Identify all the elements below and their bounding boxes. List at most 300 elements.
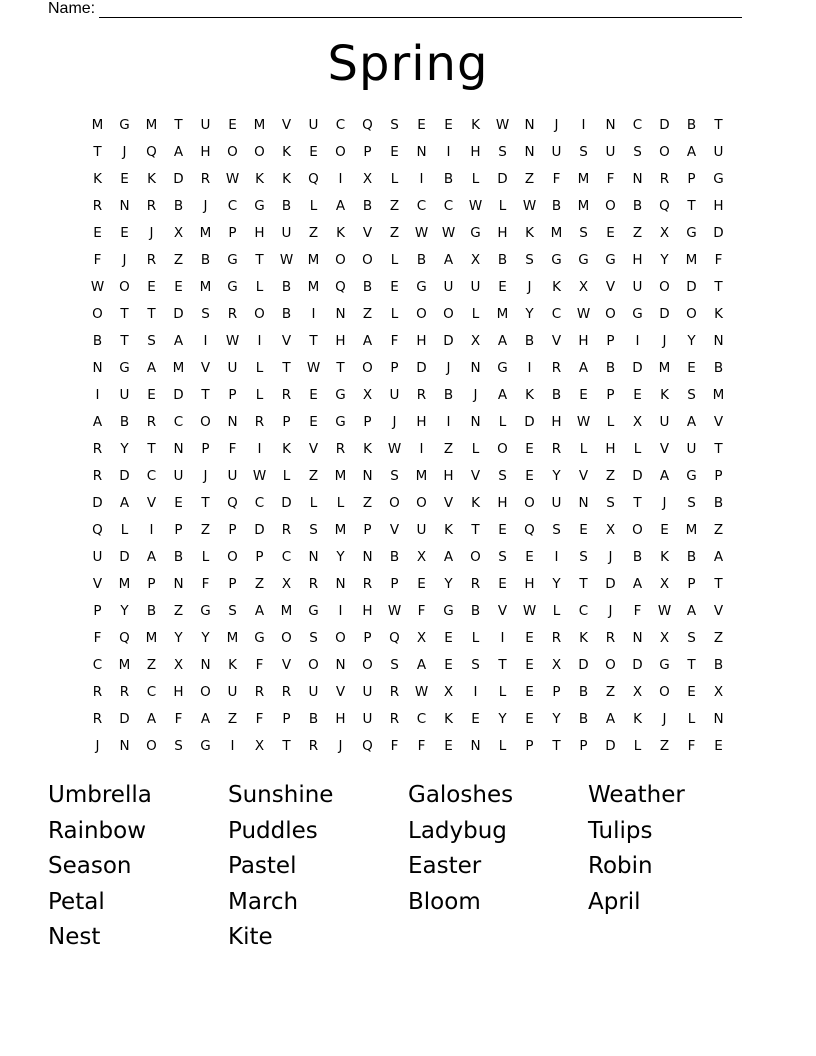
grid-letter: Z (389, 224, 400, 241)
grid-letter: Y (552, 710, 561, 727)
grid-letter: R (146, 251, 157, 268)
grid-letter: M (307, 278, 320, 295)
grid-letter: R (254, 683, 265, 700)
grid-letter: S (228, 602, 237, 619)
grid-letter: M (550, 224, 563, 241)
grid-letter: O (524, 494, 535, 511)
grid-letter: Z (200, 521, 211, 538)
grid-letter: N (524, 116, 535, 133)
grid-letter: Z (362, 305, 373, 322)
grid-letter: H (416, 413, 427, 430)
grid-letter: G (200, 737, 211, 754)
grid-letter: M (253, 116, 266, 133)
grid-letter: T (147, 440, 156, 457)
grid-letter: A (416, 656, 427, 673)
name-field-line (48, 0, 742, 18)
grid-letter: B (362, 197, 373, 214)
grid-letter: E (147, 278, 156, 295)
grid-letter: K (363, 440, 372, 457)
grid-letter: R (281, 683, 292, 700)
grid-letter: G (416, 278, 427, 295)
grid-letter: E (444, 656, 453, 673)
grid-letter: I (554, 548, 559, 565)
grid-letter: N (524, 143, 535, 160)
grid-letter: U (470, 278, 481, 295)
grid-letter: V (470, 467, 481, 484)
grid-letter: U (173, 467, 184, 484)
grid-letter: A (713, 548, 724, 565)
grid-letter: W (225, 170, 240, 187)
grid-letter: F (390, 332, 399, 349)
word-list-item: Petal (48, 888, 105, 915)
grid-letter: E (633, 386, 642, 403)
grid-letter: W (387, 440, 402, 457)
grid-letter: B (632, 548, 643, 565)
grid-letter: M (307, 251, 320, 268)
grid-letter: E (444, 116, 453, 133)
grid-letter: A (254, 602, 265, 619)
grid-letter: P (363, 629, 372, 646)
grid-letter: E (525, 710, 534, 727)
grid-letter: I (338, 602, 343, 619)
word-list (48, 778, 768, 956)
grid-letter: A (146, 710, 157, 727)
grid-letter: X (551, 656, 562, 673)
grid-letter: T (714, 278, 723, 295)
grid-letter: E (417, 116, 426, 133)
grid-letter: S (498, 548, 507, 565)
grid-letter: C (551, 305, 562, 322)
grid-letter: Y (120, 602, 129, 619)
grid-letter: V (713, 413, 724, 430)
grid-letter: D (173, 170, 184, 187)
word-list-item: Rainbow (48, 817, 147, 844)
grid-letter: O (659, 278, 670, 295)
grid-letter: L (552, 602, 561, 619)
grid-letter: E (120, 224, 129, 241)
grid-letter: I (230, 737, 235, 754)
grid-letter: N (308, 548, 319, 565)
grid-letter: P (606, 332, 615, 349)
grid-letter: E (471, 710, 480, 727)
grid-letter: M (658, 359, 671, 376)
grid-letter: N (713, 710, 724, 727)
grid-letter: U (281, 224, 292, 241)
grid-letter: D (119, 467, 130, 484)
grid-letter: M (145, 629, 158, 646)
grid-letter: R (659, 170, 670, 187)
grid-letter: E (498, 521, 507, 538)
grid-letter: Z (659, 737, 670, 754)
grid-letter: D (173, 386, 184, 403)
grid-letter: N (713, 332, 724, 349)
grid-letter: Z (146, 656, 157, 673)
grid-letter: H (605, 440, 616, 457)
grid-letter: K (579, 629, 588, 646)
grid-letter: P (174, 521, 183, 538)
grid-letter: Z (308, 224, 319, 241)
grid-letter: A (119, 494, 130, 511)
grid-letter: B (578, 710, 589, 727)
grid-letter: G (578, 251, 589, 268)
grid-letter: Z (605, 683, 616, 700)
grid-letter: R (551, 440, 562, 457)
grid-letter: T (201, 494, 210, 511)
grid-letter: T (687, 197, 696, 214)
grid-letter: U (362, 683, 373, 700)
grid-letter: C (416, 197, 427, 214)
grid-letter: J (446, 359, 451, 376)
grid-letter: U (686, 440, 697, 457)
grid-letter: L (336, 494, 345, 511)
grid-letter: G (713, 170, 724, 187)
grid-letter: H (497, 494, 508, 511)
grid-letter: S (525, 251, 534, 268)
grid-letter: B (146, 602, 157, 619)
grid-letter: E (309, 413, 318, 430)
grid-letter: D (632, 656, 643, 673)
grid-letter: R (92, 467, 103, 484)
grid-letter: E (174, 494, 183, 511)
name-underline (99, 3, 742, 18)
grid-letter: F (174, 710, 183, 727)
grid-letter: U (605, 143, 616, 160)
grid-letter: E (309, 143, 318, 160)
grid-letter: L (687, 710, 696, 727)
grid-letter: G (686, 224, 697, 241)
grid-letter: F (390, 737, 399, 754)
grid-letter: M (172, 359, 185, 376)
grid-letter: L (498, 737, 507, 754)
grid-letter: Q (335, 278, 346, 295)
grid-letter: P (390, 575, 399, 592)
grid-letter: V (659, 440, 670, 457)
grid-letter: I (95, 386, 100, 403)
grid-letter: Q (227, 494, 238, 511)
grid-letter: A (497, 332, 508, 349)
grid-letter: C (443, 197, 454, 214)
grid-letter: E (390, 278, 399, 295)
grid-letter: N (416, 143, 427, 160)
grid-letter: T (687, 656, 696, 673)
grid-letter: V (605, 278, 616, 295)
grid-letter: W (414, 683, 429, 700)
grid-letter: E (498, 278, 507, 295)
grid-letter: R (335, 440, 346, 457)
grid-letter: L (471, 305, 480, 322)
grid-letter: B (551, 386, 562, 403)
grid-letter: O (470, 548, 481, 565)
grid-letter: F (606, 170, 615, 187)
grid-letter: H (551, 413, 562, 430)
grid-letter: S (552, 521, 561, 538)
page-title: Spring (327, 36, 489, 92)
word-list-item: April (588, 888, 641, 915)
grid-letter: U (308, 683, 319, 700)
grid-letter: I (419, 170, 424, 187)
grid-letter: I (257, 332, 262, 349)
grid-letter: N (335, 305, 346, 322)
grid-letter: G (335, 413, 346, 430)
grid-letter: K (525, 386, 534, 403)
grid-letter: Q (362, 116, 373, 133)
grid-letter: V (362, 224, 373, 241)
grid-letter: T (120, 332, 129, 349)
grid-letter: G (659, 656, 670, 673)
grid-letter: E (525, 629, 534, 646)
grid-letter: T (255, 251, 264, 268)
grid-letter: S (390, 467, 399, 484)
grid-letter: K (93, 170, 102, 187)
grid-letter: X (713, 683, 724, 700)
word-list-item: Pastel (228, 853, 297, 880)
grid-letter: Z (443, 440, 454, 457)
grid-letter: B (551, 197, 562, 214)
grid-letter: M (226, 629, 239, 646)
grid-letter: W (495, 116, 510, 133)
grid-letter: F (687, 737, 696, 754)
grid-letter: Z (308, 467, 319, 484)
grid-letter: G (254, 197, 265, 214)
grid-letter: J (527, 278, 532, 295)
grid-letter: R (389, 683, 400, 700)
grid-letter: R (389, 710, 400, 727)
grid-letter: D (605, 737, 616, 754)
grid-letter: Z (362, 494, 373, 511)
grid-letter: A (146, 359, 157, 376)
grid-letter: D (497, 170, 508, 187)
grid-letter: X (281, 575, 292, 592)
grid-letter: H (416, 332, 427, 349)
grid-letter: Y (120, 440, 129, 457)
grid-letter: U (227, 467, 238, 484)
grid-letter: C (416, 710, 427, 727)
grid-letter: P (525, 737, 534, 754)
grid-letter: N (119, 197, 130, 214)
grid-letter: N (362, 467, 373, 484)
grid-letter: J (203, 197, 208, 214)
grid-letter: Y (444, 575, 453, 592)
grid-letter: O (416, 494, 427, 511)
grid-letter: V (389, 521, 400, 538)
grid-letter: P (93, 602, 102, 619)
grid-letter: O (416, 305, 427, 322)
grid-letter: X (659, 629, 670, 646)
grid-letter: A (659, 467, 670, 484)
grid-letter: C (254, 494, 265, 511)
grid-letter: O (227, 143, 238, 160)
grid-letter: F (633, 602, 642, 619)
grid-letter: V (146, 494, 157, 511)
grid-letter: W (90, 278, 105, 295)
grid-letter: Z (173, 251, 184, 268)
grid-letter: D (659, 116, 670, 133)
grid-letter: Z (389, 197, 400, 214)
grid-letter: A (173, 143, 184, 160)
grid-letter: R (92, 440, 103, 457)
grid-letter: O (200, 413, 211, 430)
grid-letter: S (579, 224, 588, 241)
grid-letter: K (660, 548, 669, 565)
grid-letter: Q (146, 143, 157, 160)
grid-letter: T (282, 737, 291, 754)
grid-letter: A (200, 710, 211, 727)
grid-letter: E (417, 575, 426, 592)
grid-letter: B (497, 251, 508, 268)
grid-letter: K (471, 494, 480, 511)
word-list-item: March (228, 888, 299, 915)
grid-letter: N (632, 170, 643, 187)
grid-letter: Y (552, 575, 561, 592)
grid-letter: X (578, 278, 589, 295)
grid-letter: T (147, 305, 156, 322)
grid-letter: O (92, 305, 103, 322)
word-list-item: Bloom (408, 888, 481, 915)
grid-letter: K (660, 386, 669, 403)
grid-letter: R (119, 683, 130, 700)
grid-letter: C (578, 602, 589, 619)
grid-letter: X (605, 521, 616, 538)
grid-letter: P (282, 413, 291, 430)
grid-letter: X (362, 386, 373, 403)
grid-letter: F (417, 737, 426, 754)
grid-letter: G (200, 602, 211, 619)
grid-letter: T (633, 494, 642, 511)
grid-letter: S (147, 332, 156, 349)
grid-letter: W (576, 305, 591, 322)
grid-letter: T (714, 440, 723, 457)
grid-letter: O (362, 251, 373, 268)
grid-letter: N (200, 656, 211, 673)
grid-letter: P (579, 737, 588, 754)
grid-letter: Z (227, 710, 238, 727)
word-list-item: Umbrella (48, 782, 152, 808)
grid-letter: P (552, 683, 561, 700)
grid-letter: U (551, 494, 562, 511)
grid-letter: N (578, 494, 589, 511)
grid-letter: D (632, 359, 643, 376)
word-list-item: Ladybug (408, 817, 507, 844)
grid-letter: S (471, 656, 480, 673)
grid-letter: F (255, 710, 264, 727)
word-list-item: Nest (48, 924, 101, 951)
grid-letter: G (497, 359, 508, 376)
grid-letter: L (390, 251, 399, 268)
grid-letter: I (446, 143, 451, 160)
grid-letter: U (632, 278, 643, 295)
grid-letter: O (659, 143, 670, 160)
grid-letter: R (281, 386, 292, 403)
grid-letter: B (713, 359, 724, 376)
grid-letter: G (335, 386, 346, 403)
grid-letter: U (551, 143, 562, 160)
grid-letter: H (200, 143, 211, 160)
grid-letter: H (524, 575, 535, 592)
grid-letter: W (576, 413, 591, 430)
grid-letter: S (687, 386, 696, 403)
grid-letter: F (417, 602, 426, 619)
grid-letter: P (714, 467, 723, 484)
grid-letter: M (496, 305, 509, 322)
grid-letter: H (713, 197, 724, 214)
grid-letter: U (227, 683, 238, 700)
grid-letter: R (146, 413, 157, 430)
grid-letter: L (282, 467, 291, 484)
grid-letter: G (227, 251, 238, 268)
grid-letter: P (228, 521, 237, 538)
grid-letter: B (632, 197, 643, 214)
grid-letter: E (579, 386, 588, 403)
grid-letter: P (363, 521, 372, 538)
grid-letter: B (173, 197, 184, 214)
grid-letter: O (362, 656, 373, 673)
grid-letter: V (713, 602, 724, 619)
grid-letter: E (687, 683, 696, 700)
grid-letter: I (635, 332, 640, 349)
grid-letter: M (685, 521, 698, 538)
grid-letter: K (282, 143, 291, 160)
grid-letter: C (632, 116, 643, 133)
grid-letter: A (686, 143, 697, 160)
grid-letter: N (335, 656, 346, 673)
grid-letter: R (605, 629, 616, 646)
word-list-item: Season (48, 853, 132, 880)
grid-letter: B (686, 548, 697, 565)
grid-letter: X (632, 413, 643, 430)
grid-letter: W (522, 197, 537, 214)
grid-letter: U (416, 521, 427, 538)
grid-letter: U (227, 359, 238, 376)
word-list-item: Easter (408, 853, 482, 880)
grid-letter: R (146, 197, 157, 214)
grid-letter: D (173, 305, 184, 322)
grid-letter: F (93, 629, 102, 646)
grid-letter: K (444, 521, 453, 538)
letter-grid (84, 111, 732, 759)
grid-letter: P (228, 575, 237, 592)
grid-letter: W (387, 602, 402, 619)
grid-letter: W (522, 602, 537, 619)
grid-letter: Q (119, 629, 130, 646)
grid-letter: F (201, 575, 210, 592)
grid-letter: B (308, 710, 319, 727)
grid-letter: M (118, 656, 131, 673)
grid-letter: K (471, 116, 480, 133)
grid-letter: T (309, 332, 318, 349)
grid-letter: O (605, 305, 616, 322)
grid-letter: U (92, 548, 103, 565)
grid-letter: C (335, 116, 346, 133)
grid-letter: L (498, 413, 507, 430)
grid-letter: P (606, 386, 615, 403)
grid-letter: S (201, 305, 210, 322)
grid-letter: V (281, 656, 292, 673)
grid-letter: H (578, 332, 589, 349)
grid-letter: D (659, 305, 670, 322)
grid-letter: J (122, 251, 127, 268)
grid-letter: G (308, 602, 319, 619)
grid-letter: A (632, 575, 643, 592)
grid-letter: N (470, 359, 481, 376)
grid-letter: J (203, 467, 208, 484)
grid-letter: B (389, 548, 400, 565)
grid-letter: L (471, 170, 480, 187)
grid-letter: X (362, 170, 373, 187)
grid-letter: X (416, 629, 427, 646)
grid-letter: Z (605, 467, 616, 484)
grid-letter: H (335, 710, 346, 727)
grid-letter: E (444, 737, 453, 754)
